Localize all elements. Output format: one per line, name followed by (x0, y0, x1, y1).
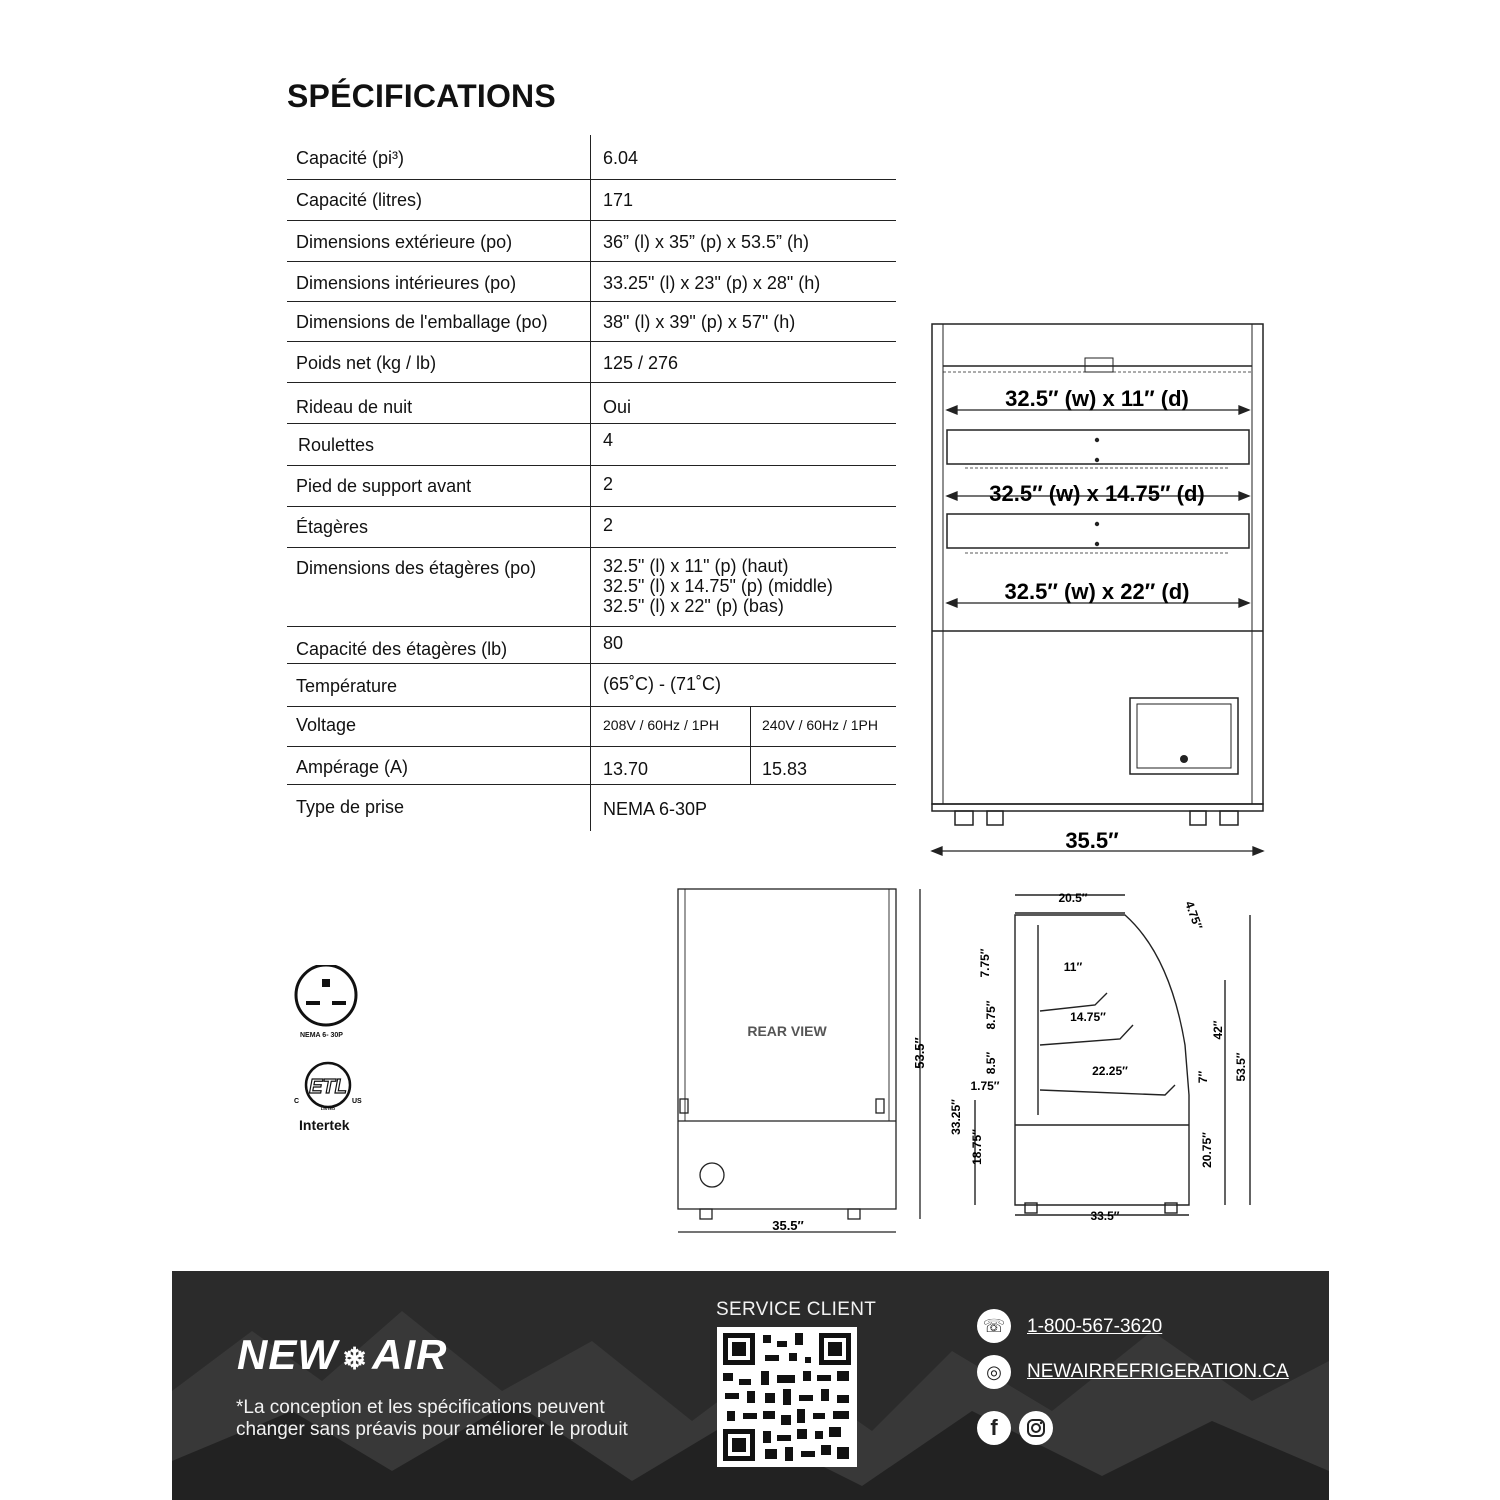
globe-icon: ◎ (977, 1355, 1011, 1389)
spec-label: Poids net (kg / lb) (296, 353, 437, 373)
spec-row (287, 424, 896, 466)
brand-right: AIR (372, 1331, 448, 1378)
phone-link[interactable]: 1-800-567-3620 (1027, 1316, 1163, 1337)
phone-icon: ☏ (977, 1309, 1011, 1343)
spec-row (287, 627, 896, 664)
disclaimer: *La conception et les spécifications peuvent changer sans préavis pour améliorer le produit (236, 1397, 628, 1440)
spec-label: Rideau de nuit (296, 397, 413, 417)
spec-label: Roulettes (298, 435, 375, 455)
etl-listed: LISTED (320, 1106, 336, 1111)
spec-value: Oui (603, 397, 632, 417)
rear-view-drawing (670, 885, 935, 1240)
front-shelf-bottom-label: 32.5″ (w) x 22″ (d) (1004, 579, 1190, 604)
spec-value-2: 240V / 60Hz / 1PH (762, 717, 878, 733)
facebook-icon[interactable]: f (977, 1411, 1011, 1445)
side-view-drawing (945, 885, 1260, 1230)
spec-row (287, 302, 896, 342)
spec-row (287, 664, 896, 707)
service-label: SERVICE CLIENT (716, 1299, 877, 1320)
side-h3: 42″ (1211, 1020, 1225, 1040)
spec-label: Type de prise (296, 797, 405, 817)
side-shelf2: 14.75″ (1070, 1010, 1106, 1024)
shelf-dim-line: 32.5" (l) x 22" (p) (bas) (603, 596, 784, 616)
spec-table (287, 135, 896, 831)
spec-row (287, 221, 896, 262)
spec-value: 208V / 60Hz / 1PH (603, 717, 719, 733)
front-shelf-top-label: 32.5″ (w) x 11″ (d) (1005, 386, 1189, 411)
spec-row (287, 180, 896, 221)
side-base: 33.5″ (1090, 1209, 1120, 1223)
spec-row (287, 785, 896, 831)
spec-label: Ampérage (A) (296, 757, 409, 777)
spec-value: 2 (603, 474, 614, 494)
side-gap1: 7.75″ (978, 948, 992, 978)
spec-value: 80 (603, 633, 624, 653)
spec-value: 36” (l) x 35” (p) x 53.5” (h) (603, 232, 810, 252)
side-top-depth: 20.5″ (1058, 891, 1088, 905)
spec-label: Capacité (litres) (296, 190, 423, 210)
side-gap3: 8.5″ (984, 1051, 998, 1075)
spec-value: 125 / 276 (603, 353, 679, 373)
spec-value: 4 (603, 430, 614, 450)
spec-label: Dimensions extérieure (po) (296, 232, 513, 252)
spec-label: Capacité des étagères (lb) (296, 639, 508, 659)
website-link[interactable]: NEWAIRREFRIGERATION.CA (1027, 1361, 1289, 1382)
side-h5: 20.75″ (1200, 1132, 1214, 1168)
etl-mark: ETL (309, 1076, 347, 1098)
brand-left: NEW (237, 1331, 338, 1378)
front-width-label: 35.5″ (1065, 828, 1119, 853)
spec-label: Dimensions de l'emballage (po) (296, 312, 548, 332)
etl-us: US (352, 1098, 362, 1105)
shelf-dim-line: 32.5" (l) x 11" (p) (haut) (603, 556, 789, 576)
brand-logo (237, 1331, 447, 1379)
rear-height-label: 53.5″ (912, 1037, 927, 1069)
etl-c: C (294, 1098, 300, 1105)
spec-label: Voltage (296, 715, 357, 735)
spec-value: 171 (603, 190, 634, 210)
spec-row (287, 262, 896, 302)
spec-row (287, 707, 896, 747)
spec-row (287, 548, 896, 627)
spec-label: Pied de support avant (296, 476, 472, 496)
spec-value: 6.04 (603, 148, 639, 168)
spec-value-2: 15.83 (762, 759, 808, 779)
nema-plug-icon (293, 965, 359, 1031)
spec-label: Dimensions des étagères (po) (296, 558, 537, 578)
spec-value: 38" (l) x 39" (p) x 57" (h) (603, 312, 796, 332)
page-title: SPÉCIFICATIONS (287, 78, 556, 114)
shelf-dim-line: 32.5" (l) x 14.75" (p) (middle) (603, 576, 833, 596)
side-gap4: 1.75″ (970, 1079, 1000, 1093)
qr-code[interactable] (717, 1327, 857, 1467)
spec-value: NEMA 6-30P (603, 799, 708, 819)
rear-width-label: 35.5″ (772, 1218, 804, 1233)
instagram-icon[interactable] (1019, 1411, 1053, 1445)
side-gap2: 8.75″ (984, 1000, 998, 1030)
side-angle: 4.75″ (1182, 899, 1206, 932)
side-shelf3: 22.25″ (1092, 1064, 1128, 1078)
front-shelf-mid-label: 32.5″ (w) x 14.75″ (d) (989, 481, 1205, 506)
spec-label: Dimensions intérieures (po) (296, 273, 517, 293)
spec-label: Étagères (296, 517, 369, 537)
spec-value: 33.25" (l) x 23" (p) x 28" (h) (603, 273, 821, 293)
rear-view-label: REAR VIEW (747, 1023, 827, 1039)
spec-value: 2 (603, 515, 614, 535)
spec-row (287, 507, 896, 548)
spec-label: Capacité (pi³) (296, 148, 405, 168)
spec-label: Température (296, 676, 398, 696)
intertek-label: Intertek (299, 1117, 350, 1133)
spec-value (603, 556, 833, 616)
side-h6: 53.5″ (1234, 1052, 1248, 1082)
footer (172, 1271, 1329, 1500)
side-h4: 7″ (1196, 1070, 1210, 1084)
side-h2: 18.75″ (970, 1129, 984, 1165)
spec-row (287, 466, 896, 507)
front-view-drawing (925, 318, 1270, 858)
spec-value: (65˚C) - (71˚C) (603, 674, 722, 694)
nema-caption: NEMA 6- 30P (300, 1032, 343, 1039)
etl-listed-icon (294, 1061, 366, 1113)
spec-row (287, 383, 896, 424)
spec-value: 13.70 (603, 759, 649, 779)
side-shelf1: 11″ (1063, 960, 1083, 974)
snowflake-icon: ❄ (342, 1343, 369, 1376)
spec-row (287, 342, 896, 383)
spec-row (287, 747, 896, 785)
side-h1: 33.25″ (949, 1099, 963, 1135)
spec-row (287, 135, 896, 180)
